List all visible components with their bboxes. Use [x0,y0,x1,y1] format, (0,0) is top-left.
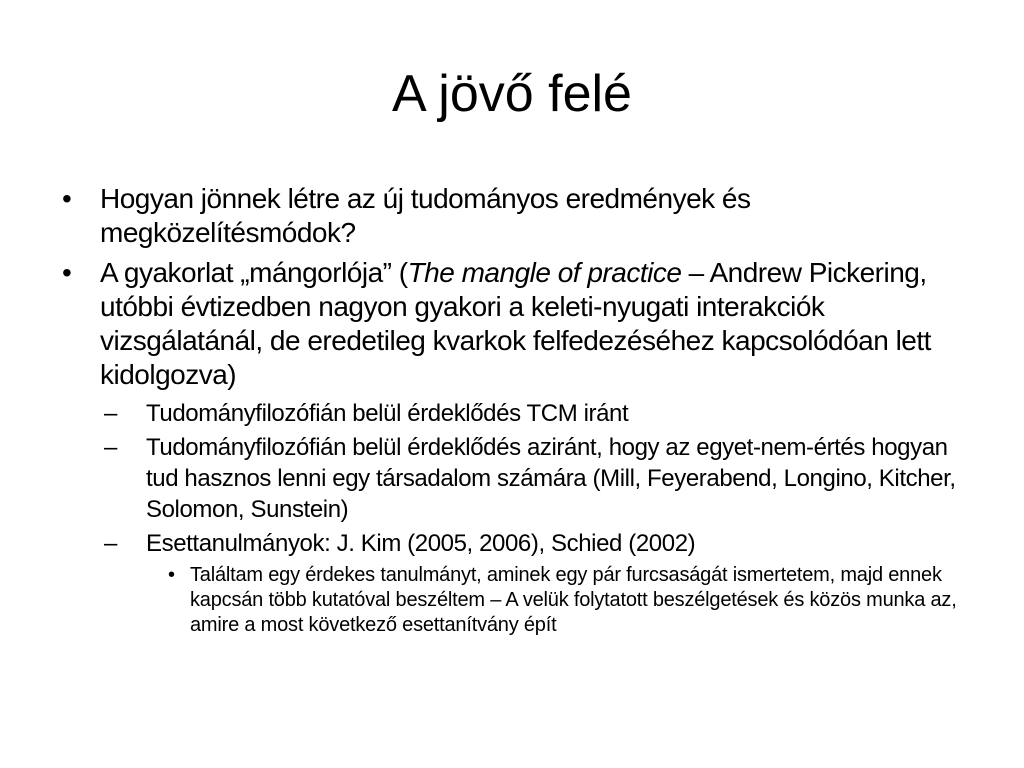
dash-marker: – [104,530,117,557]
bullet-marker: • [168,564,175,586]
bullet-marker: • [62,183,72,214]
sub-sub-bullet-item [146,563,973,638]
sub-bullet-item [100,398,973,429]
bullet-marker: • [62,257,72,288]
dash-marker: – [104,434,117,461]
bullet-item [58,256,973,392]
sub-bullet-item [100,432,973,525]
bullet-item [58,182,973,250]
sub-sub-bullet-text: Találtam egy érdekes tanulmányt, aminek egy pár furcsaságát ismertetem, majd ennek kapcsán több kutatóval beszéltem – A velük folytatott beszélgetések és közös munka az, amire a most következő esettanítvány épít [190,564,957,636]
slide-title: A jövő felé [392,65,632,123]
dash-marker: – [104,400,117,427]
bullet-text: Hogyan jönnek létre az új tudományos eredmények és megközelítésmódok? [100,183,751,248]
sub-bullet-text: Esettanulmányok: J. Kim (2005, 2006), Schied (2002) [146,530,696,557]
bullet-text-italic: The mangle of practice [407,257,682,288]
slide-content [58,182,973,638]
sub-bullet-text: Tudományfilozófián belül érdeklődés aziránt, hogy az egyet-nem-értés hogyan tud hasznos lenni egy társadalom számára (Mill, Feyerabend, Longino, Kitcher, Solomon, Sunstein) [146,434,956,523]
sub-bullet-text: Tudományfilozófián belül érdeklődés TCM iránt [146,400,629,427]
bullet-text-pre: A gyakorlat „mángorlója” ( [100,257,408,288]
bullet-text-post: – Andrew Pickering, utóbbi évtizedben nagyon gyakori a keleti-nyugati interakciók vizsgálatánál, de eredetileg kvarkok felfedezéséhez kapcsolódóan lett kidolgozva) [100,257,931,390]
sub-bullet-item [100,528,973,559]
